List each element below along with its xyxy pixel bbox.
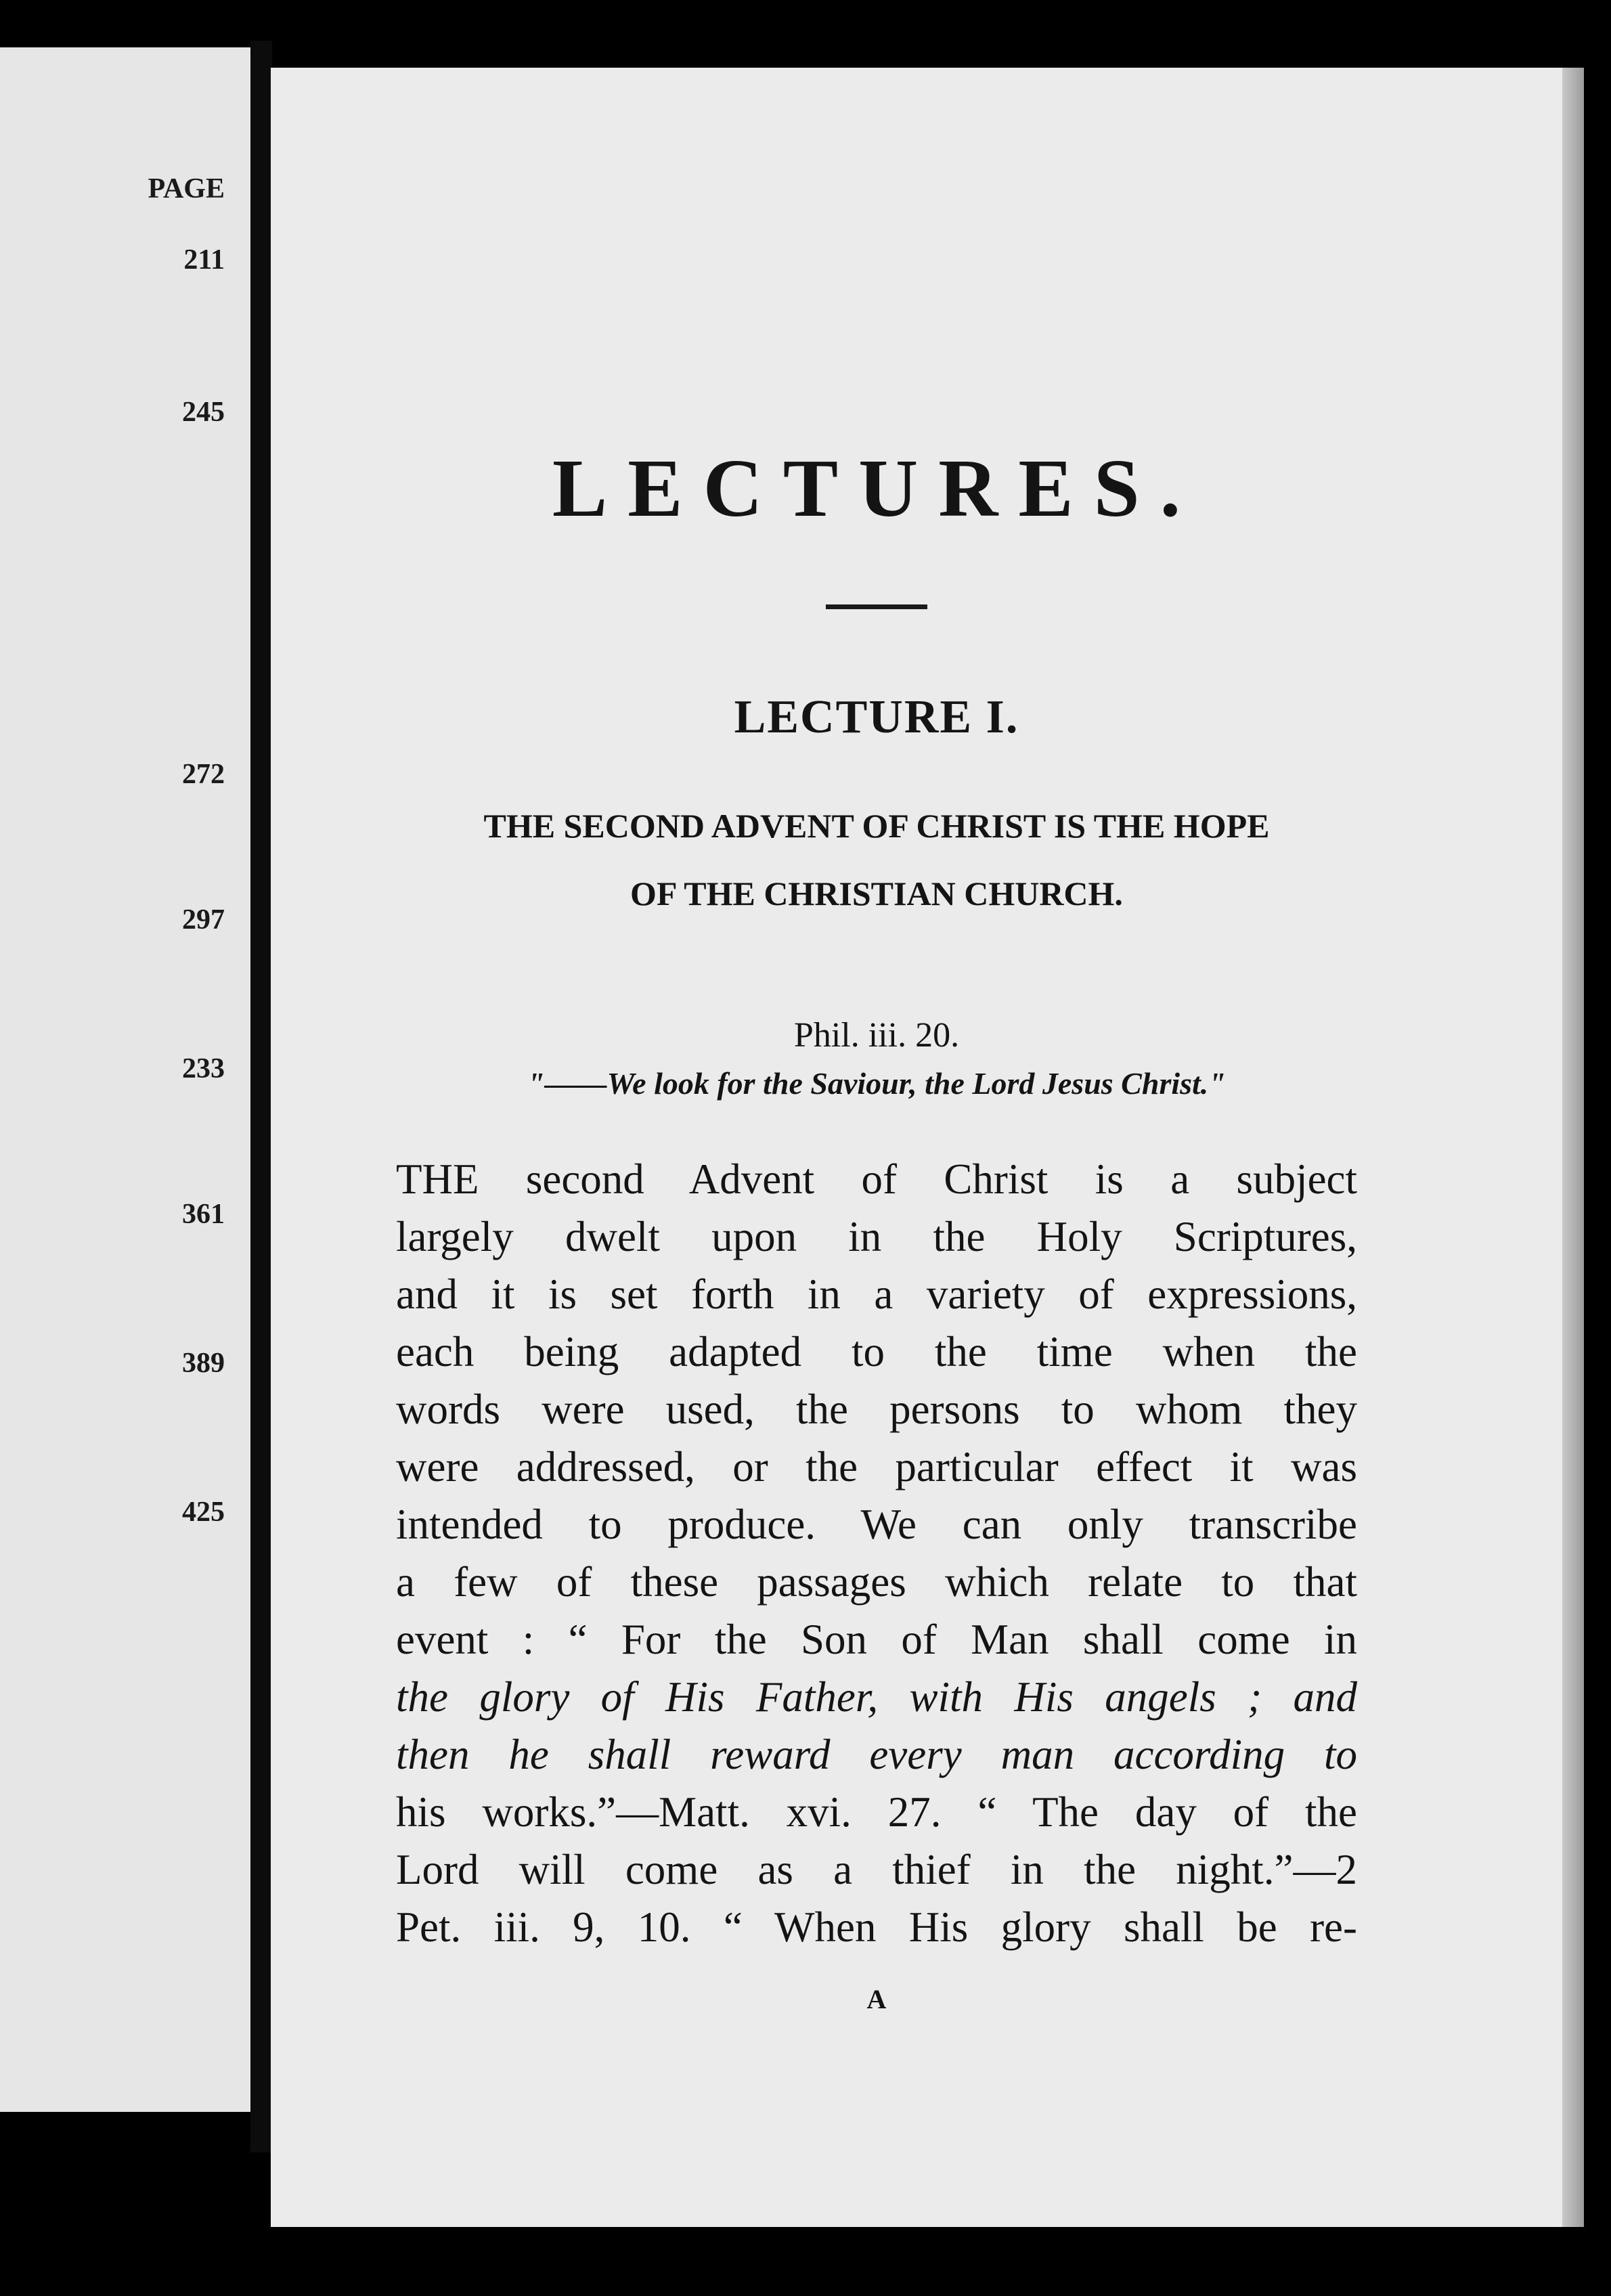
facing-page bbox=[0, 47, 250, 2112]
body-line: largely dwelt upon in the Holy Scriptures, bbox=[396, 1213, 1357, 1260]
body-line: the glory of His Father, with His angels ; and bbox=[396, 1673, 1357, 1721]
body-line: THE second Advent of Christ is a subject bbox=[396, 1155, 1357, 1203]
page-column-header: PAGE bbox=[148, 173, 225, 204]
lecture-subtitle-line: THE SECOND ADVENT OF CHRIST IS THE HOPE bbox=[483, 807, 1270, 845]
page-title: LECTURES. bbox=[552, 443, 1201, 534]
body-line: Lord will come as a thief in the night.”—2 bbox=[396, 1846, 1357, 1893]
lecture-subtitle-line: OF THE CHRISTIAN CHURCH. bbox=[630, 875, 1123, 912]
page-number: 211 bbox=[183, 244, 225, 275]
page-number: 425 bbox=[182, 1497, 225, 1528]
body-line: words were used, the persons to whom they bbox=[396, 1386, 1357, 1433]
page-edge bbox=[1562, 68, 1584, 2227]
page-number: 361 bbox=[182, 1199, 225, 1230]
body-line: a few of these passages which relate to that bbox=[396, 1558, 1357, 1606]
book-gutter bbox=[250, 41, 272, 2152]
body-line: his works.”—Matt. xvi. 27. “ The day of the bbox=[396, 1788, 1357, 1836]
body-line: then he shall reward every man according to bbox=[396, 1731, 1357, 1778]
book-page bbox=[271, 68, 1584, 2227]
page-number: 272 bbox=[182, 759, 225, 790]
page-number: 297 bbox=[182, 904, 225, 935]
body-line: event : “ For the Son of Man shall come in bbox=[396, 1616, 1357, 1663]
scripture-reference: Phil. iii. 20. bbox=[793, 1016, 960, 1055]
lecture-heading: LECTURE I. bbox=[734, 691, 1019, 743]
lecture-subtitle bbox=[396, 792, 1357, 927]
body-line: Pet. iii. 9, 10. “ When His glory shall be re- bbox=[396, 1903, 1357, 1951]
epigraph-quote: "——We look for the Saviour, the Lord Jesus Christ." bbox=[527, 1066, 1226, 1101]
page-number: 233 bbox=[182, 1053, 225, 1084]
page-number: 245 bbox=[182, 397, 225, 428]
body-line: were addressed, or the particular effect it was bbox=[396, 1443, 1357, 1491]
page-number: 389 bbox=[182, 1348, 225, 1379]
signature-mark: A bbox=[866, 1984, 887, 2014]
body-line: each being adapted to the time when the bbox=[396, 1328, 1357, 1375]
body-line: and it is set forth in a variety of expressions, bbox=[396, 1271, 1357, 1318]
body-line: intended to produce. We can only transcribe bbox=[396, 1501, 1357, 1548]
body-paragraph bbox=[396, 1151, 1357, 1956]
title-rule bbox=[826, 604, 927, 609]
